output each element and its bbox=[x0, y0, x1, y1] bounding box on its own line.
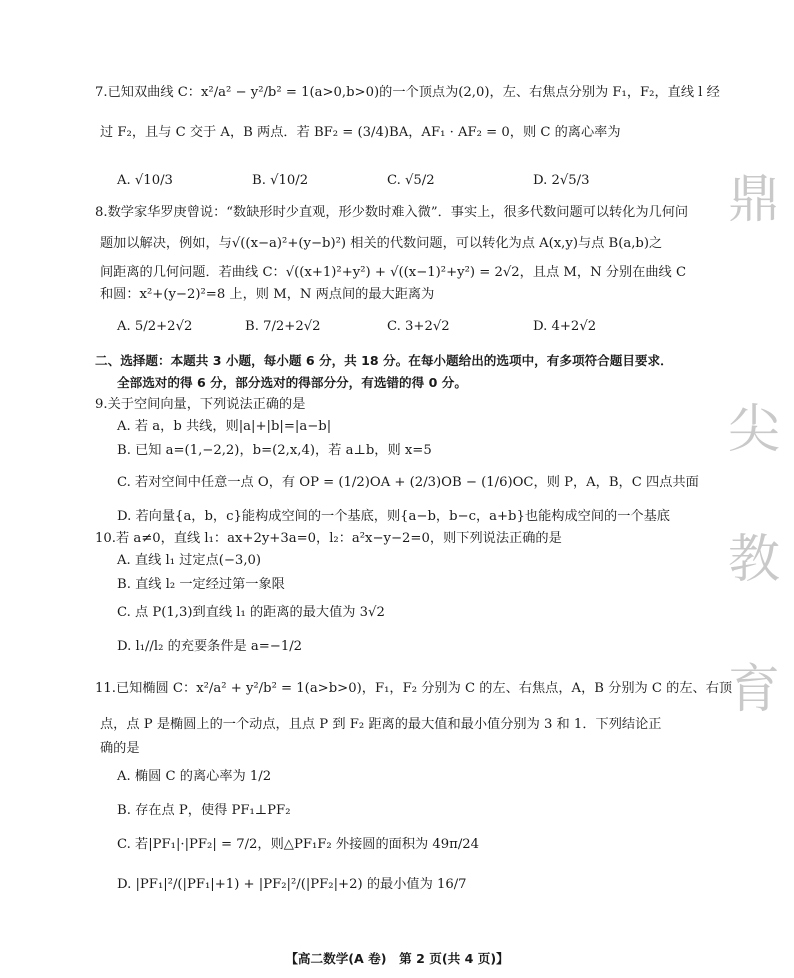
watermark-char-4: 育 bbox=[728, 660, 781, 720]
section2-line1: 二、选择题：本题共 3 小题，每小题 6 分，共 18 分。在每小题给出的选项中，有多项符合题目要求． bbox=[95, 353, 673, 368]
q11-option-b: B. 存在点 P，使得 PF₁⊥PF₂ bbox=[117, 803, 291, 818]
q7-option-a: A. √10/3 bbox=[117, 173, 173, 188]
q8-option-a: A. 5/2+2√2 bbox=[117, 319, 193, 334]
q11-line2: 点，点 P 是椭圆上的一个动点，且点 P 到 F₂ 距离的最大值和最小值分别为 3 和 1．下列结论正 bbox=[100, 717, 662, 732]
page-footer: 【高二数学(A 卷) 第 2 页(共 4 页)】 bbox=[285, 951, 509, 966]
q11-option-a: A. 椭圆 C 的离心率为 1/2 bbox=[117, 769, 272, 784]
watermark-char-2: 尖 bbox=[728, 400, 781, 460]
q8-option-d: D. 4+2√2 bbox=[533, 319, 597, 334]
q10-option-b: B. 直线 l₂ 一定经过第一象限 bbox=[117, 577, 285, 592]
q10-option-d: D. l₁//l₂ 的充要条件是 a=−1/2 bbox=[117, 639, 303, 654]
q8-line2: 题加以解决，例如，与√((x−a)²+(y−b)²) 相关的代数问题，可以转化为点 A(x,y)与点 B(a,b)之 bbox=[100, 236, 663, 251]
section2-line2: 全部选对的得 6 分，部分选对的得部分分，有选错的得 0 分。 bbox=[117, 375, 467, 390]
q8-line4: 和圆：x²+(y−2)²=8 上，则 M，N 两点间的最大距离为 bbox=[100, 287, 435, 302]
q7-option-d: D. 2√5/3 bbox=[533, 173, 590, 188]
q10-option-a: A. 直线 l₁ 过定点(−3,0) bbox=[117, 553, 262, 568]
watermark-char-3: 教 bbox=[728, 530, 781, 590]
q11-option-c: C. 若|PF₁|·|PF₂| = 7/2，则△PF₁F₂ 外接圆的面积为 49π/24 bbox=[117, 837, 480, 852]
q8-line1: 8.数学家华罗庚曾说：“数缺形时少直观，形少数时难入微”．事实上，很多代数问题可以转化为几何问 bbox=[95, 205, 689, 220]
q9-option-b: B. 已知 a=(1,−2,2)，b=(2,x,4)，若 a⊥b，则 x=5 bbox=[117, 443, 432, 458]
watermark-char-1: 鼎 bbox=[728, 170, 781, 230]
q8-line3: 间距离的几何问题．若曲线 C：√((x+1)²+y²) + √((x−1)²+y²) = 2√2，且点 M，N 分别在曲线 C bbox=[100, 265, 687, 280]
q11-line3: 确的是 bbox=[100, 741, 140, 756]
q10-option-c: C. 点 P(1,3)到直线 l₁ 的距离的最大值为 3√2 bbox=[117, 605, 385, 620]
q10-stem: 10.若 a≠0，直线 l₁：ax+2y+3a=0，l₂：a²x−y−2=0，则下列说法正确的是 bbox=[95, 531, 562, 546]
q7-line2: 过 F₂，且与 C 交于 A，B 两点．若 BF₂ = (3/4)BA，AF₁ · AF₂ = 0，则 C 的离心率为 bbox=[100, 125, 621, 140]
q8-option-b: B. 7/2+2√2 bbox=[245, 319, 321, 334]
q7-line1: 7.已知双曲线 C：x²/a² − y²/b² = 1(a>0,b>0)的一个顶点为(2,0)，左、右焦点分别为 F₁，F₂，直线 l 经 bbox=[95, 85, 720, 100]
q9-option-d: D. 若向量{a，b，c}能构成空间的一个基底，则{a−b，b−c，a+b}也能构成空间的一个基底 bbox=[117, 509, 670, 524]
q9-stem: 9.关于空间向量，下列说法正确的是 bbox=[95, 397, 306, 412]
q7-option-c: C. √5/2 bbox=[387, 173, 435, 188]
q8-option-c: C. 3+2√2 bbox=[387, 319, 450, 334]
q11-line1: 11.已知椭圆 C：x²/a² + y²/b² = 1(a>b>0)，F₁，F₂ 分别为 C 的左、右焦点，A，B 分别为 C 的左、右顶 bbox=[95, 681, 733, 696]
q9-option-c: C. 若对空间中任意一点 O，有 OP = (1/2)OA + (2/3)OB − (1/6)OC，则 P，A，B，C 四点共面 bbox=[117, 475, 699, 490]
q9-option-a: A. 若 a，b 共线，则|a|+|b|=|a−b| bbox=[117, 419, 332, 434]
q11-option-d: D. |PF₁|²/(|PF₁|+1) + |PF₂|²/(|PF₂|+2) 的最小值为 16/7 bbox=[117, 877, 467, 892]
q7-option-b: B. √10/2 bbox=[252, 173, 309, 188]
